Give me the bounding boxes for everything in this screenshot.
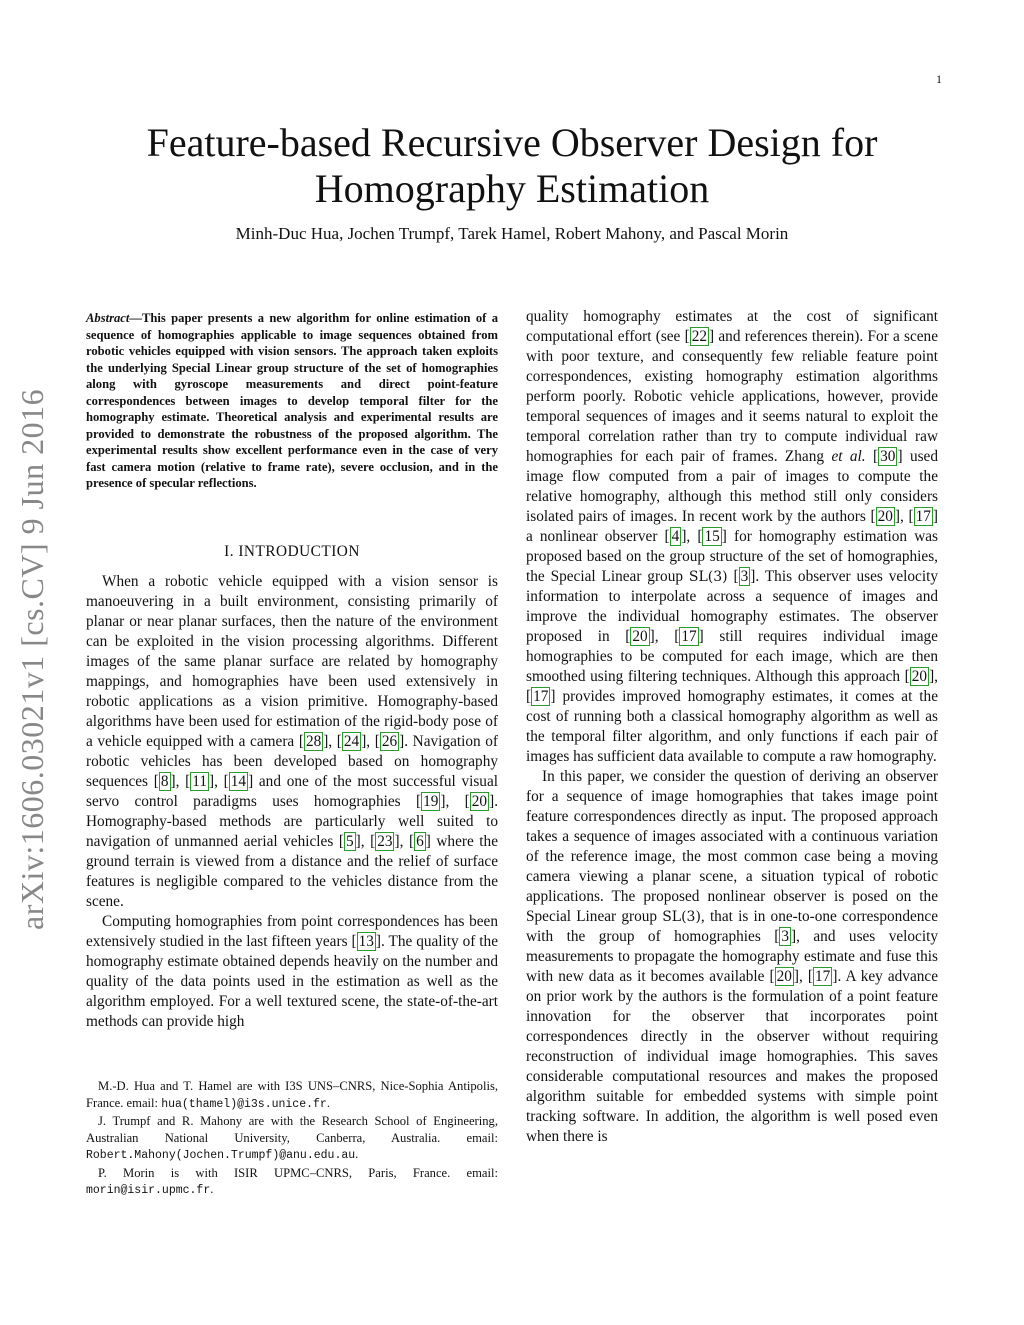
citation-link[interactable]: 24 — [343, 732, 360, 750]
abstract-label: Abstract — [86, 311, 130, 325]
text-run: . A key advance on prior work by the authors is the formulation of a point feature innovation for the observer that incorporates point correspondences directly in the observer without requiring reconstruction of individual image homographies. This saves considerable computational resources and makes the proposed algorithm suitable for embedded systems with simple point tracking software. In addition, the algorithm is well posed even when there is — [526, 968, 938, 1145]
email-address: morin@isir.upmc.fr — [86, 1184, 211, 1197]
author-footnotes — [86, 1078, 498, 1200]
email-address: hua(thamel)@i3s.unice.fr — [161, 1097, 327, 1111]
text-run: quality homography estimates at the cost of significant computational effort (see — [526, 308, 938, 345]
left-column — [86, 310, 498, 1032]
citation-link[interactable]: 20 — [911, 668, 928, 685]
text-run: , — [399, 832, 409, 850]
footnote — [86, 1165, 498, 1200]
citation-link[interactable]: 4 — [671, 528, 680, 545]
citation-link[interactable]: 19 — [423, 792, 439, 810]
text-run: provides improved homography estimates, it comes at the cost of running both a classical homography algorithm as well as the temporal filter algorithm, and only functions if each pair of images has sufficient data available to compute a raw homography. — [526, 688, 938, 765]
citation-link[interactable]: 26 — [381, 732, 398, 750]
text-run: When a robotic vehicle equipped with a vision sensor is manoeuvering in a built environment, consisting primarily of planar or near planar surfaces, then the nature of the environment can be exploited in the vision processing algorithms. Different images of the same planar surface are related by homography mappings, and homographies have been used extensively in robotic applications as a vision primitive. Homography-based algorithms have been used for estimation of the rigid-body pose of a vehicle equipped with a camera — [86, 572, 498, 750]
text-run: used image flow computed from a pair of images to compute the relative homography, although this method still only considers isolated pairs of images. In recent work by the authors — [526, 448, 938, 525]
text-run: Computing homographies from point correspondences has been extensively studied in the last fifteen years — [86, 912, 498, 950]
text-run: , — [654, 628, 675, 645]
text-run: , — [686, 528, 698, 545]
text-run: a nonlinear observer — [526, 528, 665, 545]
section-heading: I. INTRODUCTION — [224, 542, 360, 560]
text-run: . This observer uses velocity information to interpolate across a sequence of images and improve the individual homography estimates. The observer proposed in — [526, 568, 938, 645]
right-body-text — [526, 307, 938, 1147]
text-run: , — [175, 772, 186, 790]
citation-link[interactable]: 5 — [345, 832, 354, 850]
citation-link[interactable]: 6 — [416, 832, 424, 850]
citation-link[interactable]: 11 — [192, 772, 207, 790]
italic-text: et al. — [831, 448, 866, 465]
text-run: , that is in one-to-one correspondence with the group of homographies — [526, 908, 938, 945]
text-run: , — [445, 792, 465, 810]
text-run: . — [210, 1182, 214, 1196]
text-run — [728, 568, 734, 585]
footnote — [86, 1078, 498, 1113]
arxiv-watermark: arXiv:1606.03021v1 [cs.CV] 9 Jun 2016 — [14, 388, 50, 930]
right-column — [526, 307, 938, 1147]
footnote — [86, 1113, 498, 1165]
paper-title-line: Feature-based Recursive Observer Design for — [146, 120, 878, 165]
citation-link[interactable]: 20 — [471, 792, 488, 810]
citation-link[interactable]: 17 — [815, 968, 831, 985]
citation-link[interactable]: 20 — [776, 968, 792, 985]
citation-link[interactable]: 22 — [691, 328, 708, 345]
citation-link[interactable]: 30 — [880, 448, 896, 465]
citation-link[interactable]: 8 — [160, 772, 169, 790]
abstract-text: —This paper presents a new algorithm for online estimation of a sequence of homographies applicable to image sequences obtained from robotic vehicles equipped with vision sensors. The approach taken exploits the underlying Special Linear group structure of the set of homographies along with gyroscope measurements and direct point-feature correspondences between images to develop temporal filter for the homography estimate. Theoretical analysis and experimental results are provided to demonstrate the robustness of the proposed algorithm. The experimental results show excellent performance even in the case of very fast camera motion (relative to frame rate), severe occlusion, and in the presence of specular reflections. — [86, 311, 498, 490]
body-paragraph: Computing homographies from point correspondences has been extensively studied in the last fifteen years [ 13 ]. The quality of the homography estimate obtained depends heavily on the number and quality of the data points used in the estimation as well as the algorithm employed. For a well textured scene, the state-of-the-art methods can provide high — [86, 912, 498, 1030]
text-run: and references therein). For a scene with poor texture, and consequently few reliable feature point correspondences, existing homography estimation algorithms perform poorly. Robotic vehicle applications, however, provide temporal sequences of images and it seems natural to exploit the temporal correlation rather than try to compute individual raw homographies for each pair of frames. Zhang — [526, 328, 938, 465]
text-run: , — [360, 832, 371, 850]
text-run: , and uses velocity measurements to propagate the homography estimate and fuse this with new data as it becomes available — [526, 928, 938, 985]
text-run: still requires individual image homographies to be computed for each image, which are then smoothed using filtering techniques. Although this approach — [526, 628, 938, 685]
text-run: In this paper, we consider the question of deriving an observer for a sequence of image homographies that takes image point feature correspondences directly as input. The proposed approach takes a sequence of images associated with a continuous variation of the reference image, the most common case being a moving camera viewing a planar scene, a situation typical of robotic applications. The proposed nonlinear observer is posed on the Special Linear group — [526, 768, 938, 925]
citation-link[interactable]: 14 — [230, 772, 247, 790]
citation-link[interactable]: 28 — [305, 732, 322, 750]
body-paragraph: In this paper, we consider the question of deriving an observer for a sequence of image homographies that takes image point feature correspondences directly as input. The proposed approach takes a sequence of images associated with a continuous variation of the reference image, the most common case being a moving camera viewing a planar scene, a situation typical of robotic applications. The proposed nonlinear observer is posed on the Special Linear group SL(3), that is in one-to-one correspondence with the group of homographies [ 3 ], and uses velocity measurements to propagate the homography estimate and fuse this with new data as it becomes available [ 20 ], [ 17 ]. A key advance on prior work by the authors is the formulation of a point feature innovation for the observer that incorporates point correspondences directly in the observer without requiring reconstruction of individual image homographies. This saves considerable computational resources and makes the proposed algorithm suitable for embedded systems with simple point tracking software. In addition, the algorithm is well posed even when there is — [526, 768, 938, 1145]
citation-link[interactable]: 17 — [533, 688, 549, 705]
text-run: P. Morin is with ISIR UPMC–CNRS, Paris, France. email: — [98, 1165, 498, 1180]
paper-title-line: Homography Estimation — [314, 166, 710, 211]
text-run: M.-D. Hua and T. Hamel are with I3S UNS–CNRS, Nice-Sophia Antipolis, France. email: — [86, 1079, 498, 1110]
left-body-text — [86, 572, 498, 1032]
paper-title — [82, 120, 942, 212]
citation-link[interactable]: 17 — [681, 628, 697, 645]
text-run: , — [366, 732, 375, 750]
email-address: Robert.Mahony(Jochen.Trumpf)@anu.edu.au — [86, 1149, 356, 1162]
citation-link[interactable]: 20 — [877, 508, 893, 525]
text-run: J. Trumpf and R. Mahony are with the Research School of Engineering, Australian National University, Canberra, Australia. email: — [86, 1114, 498, 1145]
text-run: , — [799, 968, 808, 985]
citation-link[interactable]: 3 — [781, 928, 789, 945]
citation-link[interactable]: 17 — [915, 508, 931, 525]
text-run: . The quality of the homography estimate obtained depends heavily on the number and quality of the data points used in the estimation as well as the algorithm employed. For a well textured scene, the state-of-the-art methods can provide high — [86, 932, 498, 1030]
citation-link[interactable]: 20 — [632, 628, 648, 645]
math-symbol: SL(3) — [662, 909, 701, 925]
citation-link[interactable]: 23 — [377, 832, 393, 850]
text-run: . — [355, 1147, 359, 1161]
text-run — [866, 448, 873, 465]
text-run: . Navigation of robotic vehicles has been developed based on homography sequences — [86, 732, 499, 790]
citation-link[interactable]: 3 — [740, 568, 749, 585]
text-run: , — [328, 732, 337, 750]
page-number: 1 — [936, 72, 942, 86]
text-run: . Homography-based methods are particularly well suited to navigation of unmanned aerial vehicles — [86, 792, 499, 850]
text-run: , — [934, 668, 938, 685]
abstract — [86, 310, 498, 492]
text-run: and one of the most successful visual servo control paradigms uses homographies — [86, 772, 498, 810]
citation-link[interactable]: 15 — [704, 528, 720, 545]
text-run: , — [899, 508, 909, 525]
author-list: Minh-Duc Hua, Jochen Trumpf, Tarek Hamel, Robert Mahony, and Pascal Morin — [235, 224, 789, 243]
body-paragraph: When a robotic vehicle equipped with a vision sensor is manoeuvering in a built environment, consisting primarily of planar or near planar surfaces, then the nature of the environment can be exploited in the vision processing algorithms. Different images of the same planar surface are related by homography mappings, and homographies have been used extensively in robotic applications as a vision primitive. Homography-based algorithms have been used for estimation of the rigid-body pose of a vehicle equipped with a camera [ 28 ], [ 24 ], [ 26 ]. Navigation of robotic vehicles has been developed based on homography sequences [ 8 ], [ 11 ], [ 14 ] and one of the most successful visual servo control paradigms uses homographies [ 19 ], [ 20 ]. Homography-based methods are particularly well suited to navigation of unmanned aerial vehicles [ 5 ], [ 23 ], [ 6 ] where the ground terrain is viewed from a distance and the relief of surface features is negligible compared to the vehicles distance from the scene. — [86, 572, 499, 910]
body-paragraph: quality homography estimates at the cost of significant computational effort (see [ 22 ] and references therein). For a scene with poor texture, and consequently few reliable feature point correspondences, existing homography estimation algorithms perform poorly. Robotic vehicle applications, however, provide temporal sequences of images and it seems natural to exploit the temporal correlation rather than try to compute individual raw homographies for each pair of frames. Zhang et al. [ 30 ] used image flow computed from a pair of images to compute the relative homography, although this method still only considers isolated pairs of images. In recent work by the authors [ 20 ], [ 17 ] a nonlinear observer [ 4 ], [ 15 ] for homography estimation was proposed based on the group structure of the set of homographies, the Special Linear group SL(3) [ 3 ]. This observer uses velocity information to interpolate across a sequence of images and improve the individual homography estimates. The observer proposed in [ 20 ], [ 17 ] still requires individual image homographies to be computed for each image, which are then smoothed using filtering techniques. Although this approach [ 20 ], [ 17 ] provides improved homography estimates, it comes at the cost of running both a classical homography algorithm as well as the temporal filter algorithm, and only functions if each pair of images has sufficient data available to compute a raw homography. — [526, 308, 938, 765]
text-run: , — [214, 772, 224, 790]
text-run: for homography estimation was proposed based on the group structure of the set of homographies, the Special Linear group — [526, 528, 938, 585]
text-run: . — [326, 1095, 330, 1110]
text-run: where the ground terrain is viewed from a distance and the relief of surface features is negligible compared to the vehicles distance from the scene. — [86, 832, 498, 910]
math-symbol: SL(3) — [688, 569, 728, 585]
citation-link[interactable]: 13 — [358, 932, 374, 950]
